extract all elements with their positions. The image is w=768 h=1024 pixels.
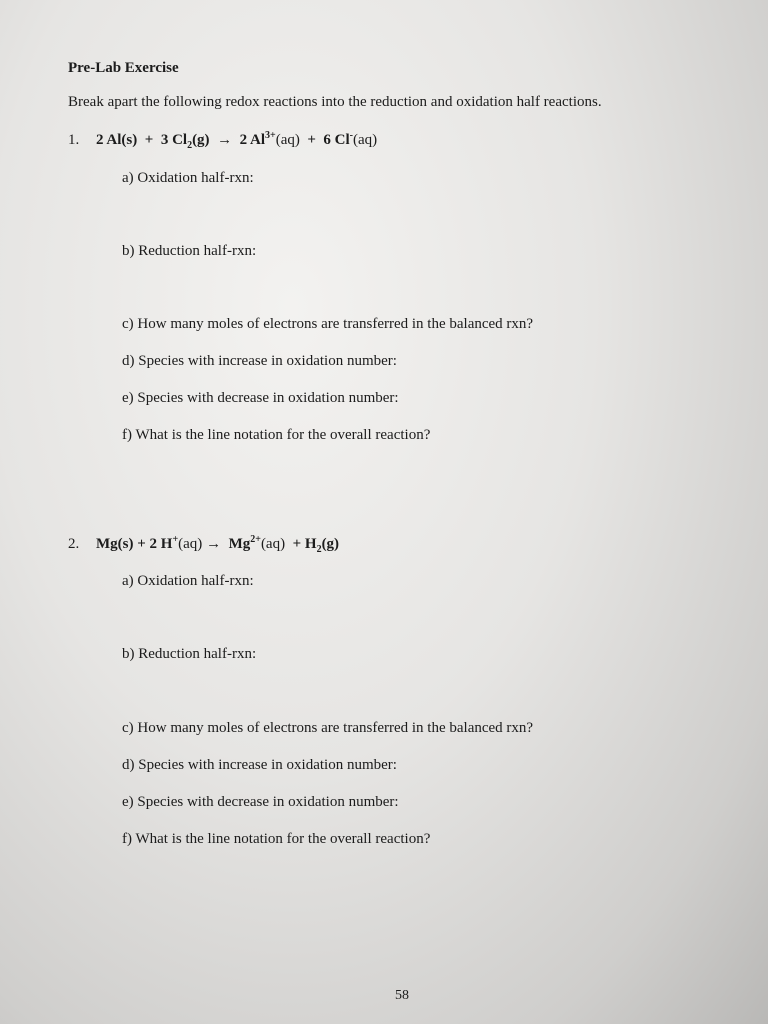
p2-product-mg: Mg: [228, 536, 251, 552]
p2-mg-state: (aq): [260, 536, 286, 552]
p1-question-a: a) Oxidation half-rxn:: [122, 170, 254, 186]
p2-question-b: b) Reduction half-rxn:: [122, 646, 257, 662]
page-title: Pre-Lab Exercise: [68, 60, 179, 76]
p1-question-e: e) Species with decrease in oxidation number:: [122, 390, 399, 406]
p1-al-charge: 3+: [265, 130, 276, 141]
page-number: 58: [395, 988, 409, 1003]
p2-h2-subscript: 2: [316, 544, 322, 555]
p1-reactant-cl2: 3 Cl: [160, 132, 188, 148]
p1-plus-1: +: [144, 132, 154, 148]
p1-product-cl: 6 Cl: [323, 132, 350, 148]
p1-question-d: d) Species with increase in oxidation number:: [122, 353, 397, 369]
problem-2-equation: [96, 536, 339, 553]
arrow-icon: →: [206, 536, 222, 552]
p2-question-c: c) How many moles of electrons are transferred in the balanced rxn?: [122, 720, 534, 736]
p1-cl2-state: (g): [192, 132, 210, 148]
p2-h2-state: (g): [321, 536, 340, 552]
p1-product-al: 2 Al: [239, 132, 265, 148]
p2-question-a: a) Oxidation half-rxn:: [122, 573, 254, 589]
p2-mg-charge: 2+: [250, 534, 261, 545]
p2-question-d: d) Species with increase in oxidation number:: [122, 757, 397, 773]
p2-h-charge: +: [172, 534, 179, 545]
problem-2-number: 2.: [68, 536, 80, 552]
p2-h-state: (aq): [178, 536, 203, 552]
p1-plus-2: +: [307, 132, 316, 148]
p1-question-b: b) Reduction half-rxn:: [122, 243, 257, 259]
problem-1-number: 1.: [68, 132, 80, 148]
p1-question-f: f) What is the line notation for the overall reaction?: [122, 427, 431, 443]
p1-cl2-subscript: 2: [187, 140, 193, 151]
p1-reactant-al: 2 Al(s): [96, 132, 138, 148]
arrow-icon: →: [217, 132, 233, 148]
problem-1-equation: [96, 132, 377, 149]
p1-cl-charge: -: [349, 130, 354, 141]
p1-al-state: (aq): [275, 132, 300, 148]
p1-cl-state: (aq): [353, 132, 378, 148]
instructions: Break apart the following redox reactions into the reduction and oxidation half reactions.: [68, 94, 602, 110]
p2-product-h2: + H: [292, 536, 317, 552]
p2-reactants: Mg(s) + 2 H: [96, 536, 173, 552]
p1-question-c: c) How many moles of electrons are transferred in the balanced rxn?: [122, 316, 534, 332]
p2-question-f: f) What is the line notation for the overall reaction?: [122, 831, 431, 847]
p2-question-e: e) Species with decrease in oxidation number:: [122, 794, 399, 810]
